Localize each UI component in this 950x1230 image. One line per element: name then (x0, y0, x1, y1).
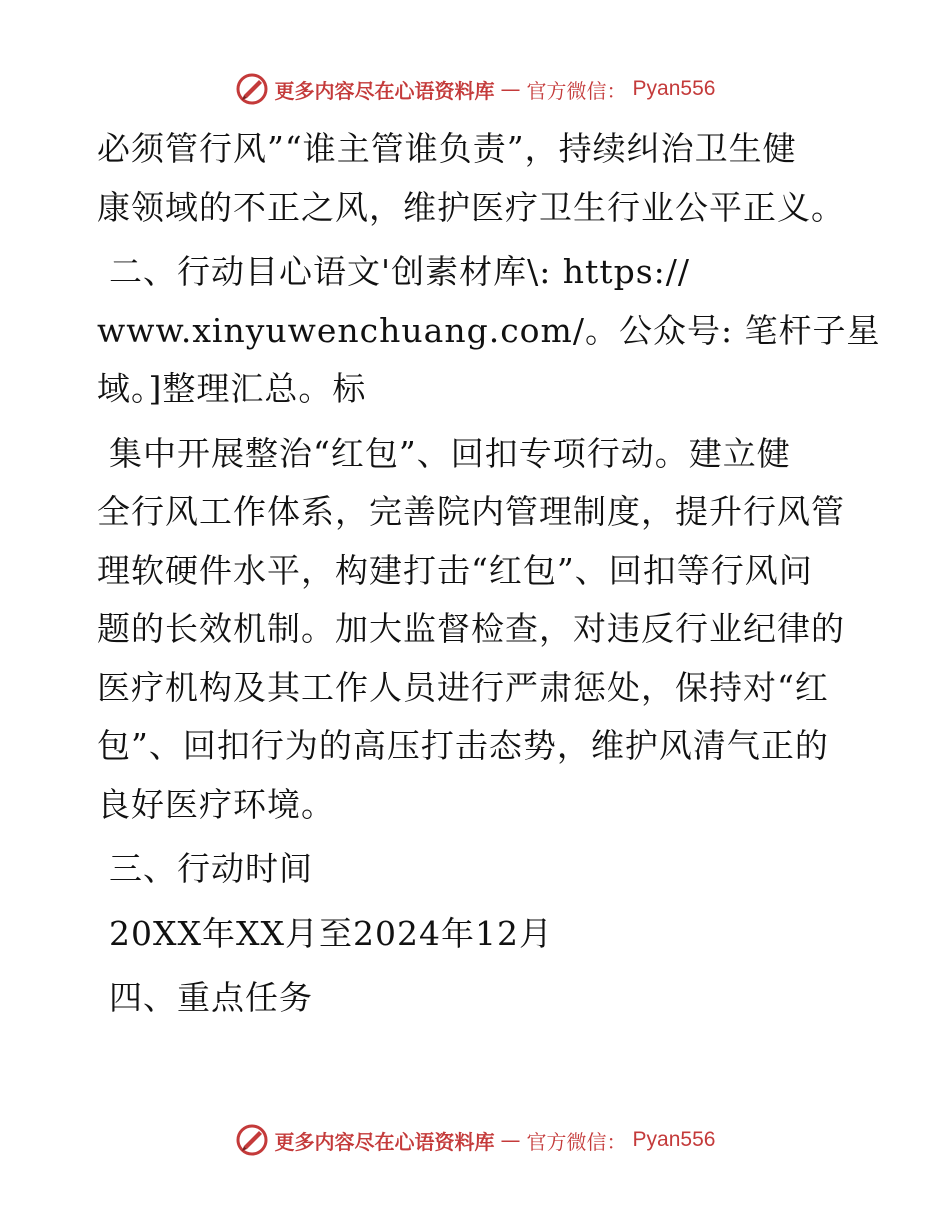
text-line: 必须管行风”“谁主管谁负责”，持续纠治卫生健 (97, 129, 797, 168)
text-line: www.xinyuwenchuang.com/。公众号: 笔杆子星 (97, 310, 881, 350)
banner-separator: — (500, 77, 521, 101)
banner-main-text: 更多内容尽在心语资料库 (274, 78, 495, 103)
banner-wechat-label: 官方微信： (526, 78, 627, 103)
footer-banner (0, 1123, 950, 1157)
text-line: 全行风工作体系，完善院内管理制度，提升行风管 (97, 492, 845, 531)
section-4-heading (97, 969, 857, 1028)
paragraph-3 (97, 425, 857, 835)
date-text: 20XX年XX月至2024年12月 (109, 913, 553, 953)
text-line: 集中开展整治“红包”、回扣专项行动。建立健 (109, 433, 791, 473)
paragraph-1 (97, 120, 857, 237)
text-line: 域。]整理汇总。标 (97, 369, 367, 408)
section-2-heading (97, 243, 881, 419)
brand-logo-icon (235, 1123, 269, 1157)
date-range (97, 905, 857, 964)
banner-wechat-id: Pyan556 (632, 77, 716, 100)
heading-text: 四、重点任务 (109, 978, 313, 1017)
section-3-heading (97, 840, 857, 899)
banner-separator: — (500, 1128, 521, 1152)
text-line: 题的长效机制。加大监督检查，对违反行业纪律的 (97, 609, 845, 648)
brand-logo-icon (235, 72, 269, 106)
heading-text: 三、行动时间 (109, 849, 313, 888)
text-line: 包”、回扣行为的高压打击态势，维护风清气正的 (97, 726, 829, 765)
text-line: 良好医疗环境。 (97, 784, 335, 824)
text-line: 二、行动目心语文'创素材库\: https:// (109, 252, 690, 291)
text-line: 康领域的不正之风，维护医疗卫生行业公平正义。 (97, 187, 845, 227)
header-banner (0, 72, 950, 106)
banner-main-text: 更多内容尽在心语资料库 (274, 1129, 495, 1154)
text-line: 理软硬件水平，构建打击“红包”、回扣等行风问 (97, 550, 813, 590)
banner-wechat-label: 官方微信： (526, 1129, 627, 1154)
banner-wechat-id: Pyan556 (632, 1128, 716, 1151)
text-line: 医疗机构及其工作人员进行严肃惩处，保持对“红 (97, 667, 829, 707)
document-body (97, 120, 881, 1034)
